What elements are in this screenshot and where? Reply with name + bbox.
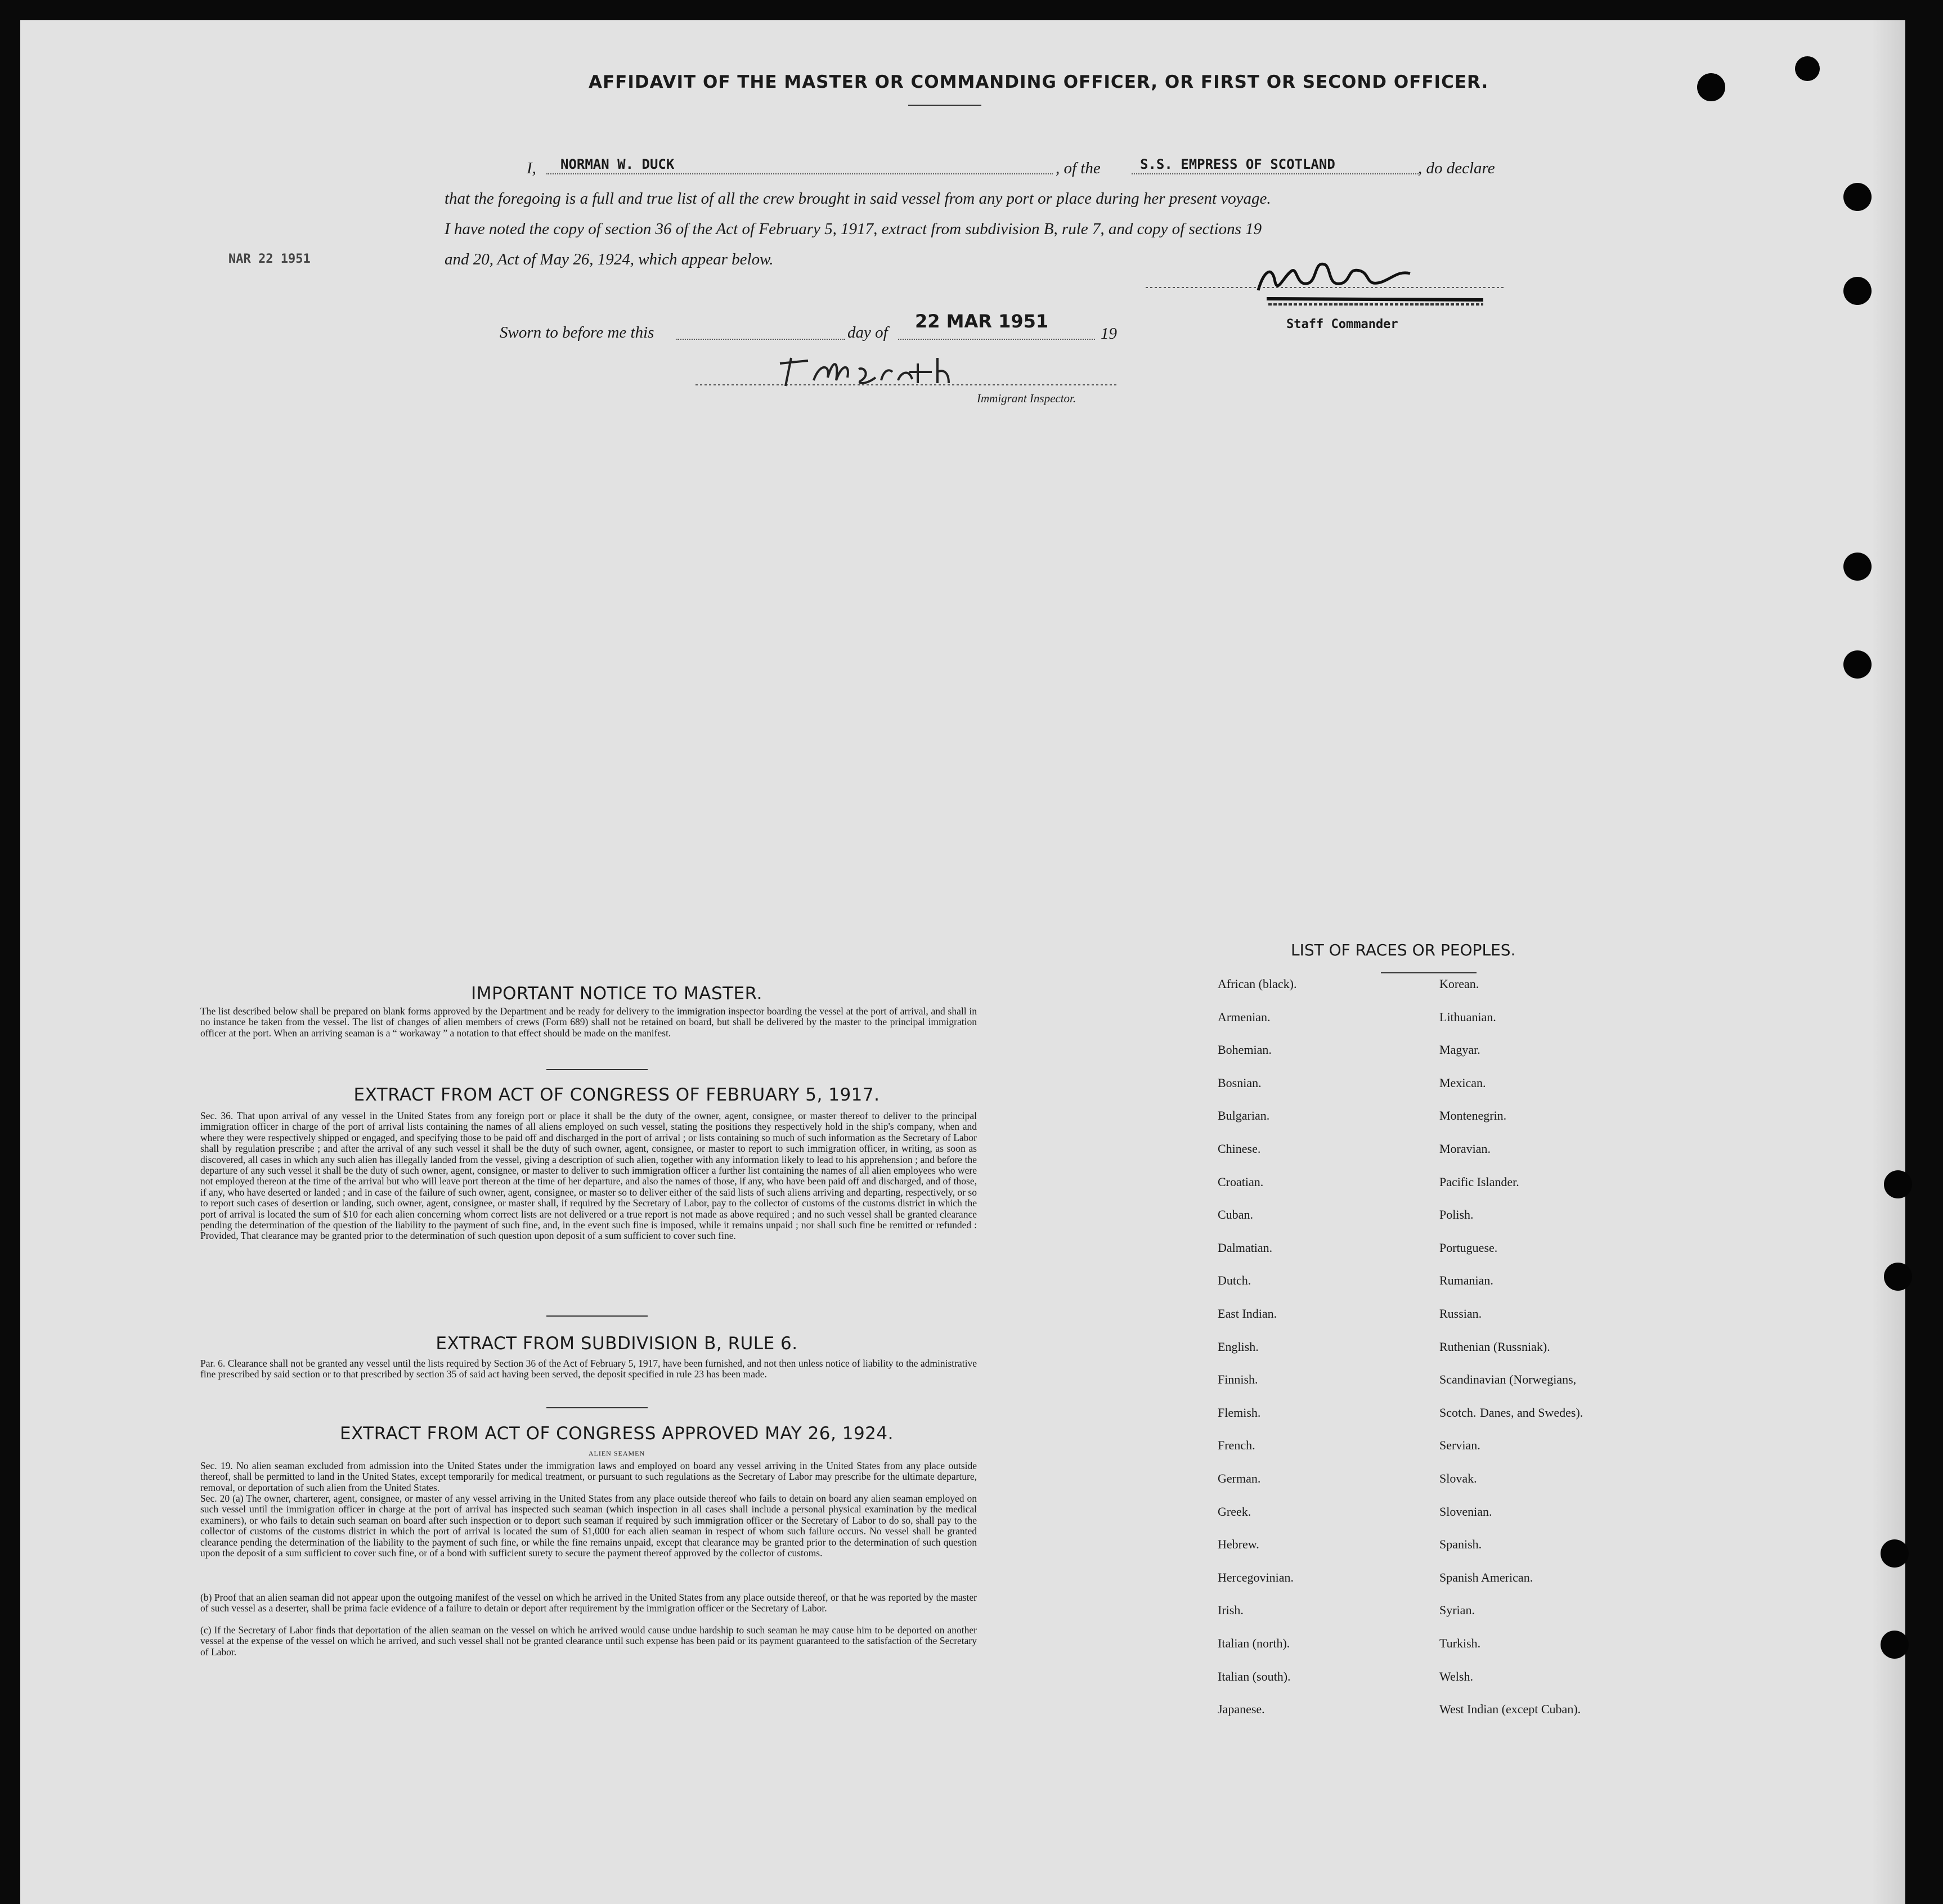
date-underline [898,339,1095,340]
race-item: Flemish. [1218,1405,1261,1420]
race-item: Syrian. [1439,1603,1475,1618]
affidavit-line-2: that the foregoing is a full and true list of all the crew brought in said vessel from any port or place during her present voyage. [445,190,1271,208]
notice-divider [546,1069,648,1070]
extract-1924-subtitle: ALIEN SEAMEN [588,1449,645,1457]
race-item: Welsh. [1439,1669,1473,1683]
officer-name: NORMAN W. DUCK [560,156,675,172]
race-item: Mexican. [1439,1075,1486,1090]
race-item: Chinese. [1218,1142,1261,1156]
vessel-name: S.S. EMPRESS OF SCOTLAND [1140,156,1335,172]
notice-text: The list described below shall be prepared on blank forms approved by the Department and be ready for delivery to the immigration inspector boarding the vessel at the port of arrival, and shall in no instance be taken from the vessel. The list of changes of alien members of crews (Form 689) shall not be retained on board, but shall be delivered by the master to the principal immigration officer at the port. When an arriving seaman is a “ workaway ” a notation to that effect should be made on the manifest. [200,1005,977,1039]
day-of-label: day of [847,324,888,342]
affidavit-title: AFFIDAVIT OF THE MASTER OR COMMANDING OFFICER, OR FIRST OR SECOND OFFICER. [589,72,1489,92]
races-title: LIST OF RACES OR PEOPLES. [1291,941,1516,959]
race-item: Bohemian. [1218,1043,1272,1057]
race-item: Slovak. [1439,1471,1477,1485]
extract-1924-sec20c: (c) If the Secretary of Labor finds that deportation of the alien seaman on the vessel on which he arrived would cause undue hardship to such seaman he may cause him to be deported on another vessel at the expense of the vessel on which he arrived, and such vessel shall not be granted clearance until such expense has been paid or its payment guaranteed to the satisfaction of the Secretary of Labor. [200,1624,977,1658]
binder-hole [1843,277,1872,305]
do-declare-label: , do declare [1418,159,1495,177]
race-item: Moravian. [1439,1142,1491,1156]
race-item: Ruthenian (Russniak). [1439,1339,1550,1354]
race-item: Hercegovinian. [1218,1570,1294,1584]
inspector-title: Immigrant Inspector. [977,392,1076,405]
race-item: Dalmatian. [1218,1240,1273,1255]
binder-hole [1884,1170,1912,1198]
margin-stamp: NAR 22 1951 [228,252,311,266]
race-item: Armenian. [1218,1009,1271,1024]
race-item: Japanese. [1218,1702,1265,1717]
rule6-divider [546,1407,648,1408]
sworn-underline [676,339,845,340]
title-rule [908,105,981,106]
document-sheet [20,20,1905,1904]
binder-hole [1697,73,1725,101]
race-item: Russian. [1439,1306,1482,1321]
race-item: Spanish. [1439,1537,1482,1552]
binder-hole [1881,1631,1909,1659]
race-item: Scotch. [1439,1405,1477,1420]
extract-1917-text: Sec. 36. That upon arrival of any vessel in the United States from any foreign port or place it shall be the duty of the owner, agent, consignee, or master thereof to deliver to the principal immigration officer in charge of the port of arrival lists containing the names of all aliens employed on such vessel, stating the positions they respectively hold in the ship's company, when and where they were respectively shipped or engaged, and specifying those to be paid off and discharged in the port of arrival ; or lists containing so much of such information as the Secretary of Labor shall by regulation prescribe ; and after the arrival of any such vessel it shall be the duty of such owner, agent, consignee, or master to report to such immigration officer, in writing, as soon as discovered, all cases in which any such alien has illegally landed from the vessel, giving a description of such alien, together with any information likely to lead to his apprehension ; and before the departure of any such vessel it shall be the duty of such owner, agent, consignee, or master to deliver to such immigration officer a further list containing the names of all alien employees who were not employed thereon at the time of the arrival but who will leave port thereon at the time of her departure, and also the names of those, if any, who have been paid off and discharged, and of those, if any, who have deserted or landed ; and in case of the failure of such owner, agent, consignee, or master so to deliver either of the said lists of such aliens arriving and departing, respectively, or so to report such cases of desertion or landing, such owner, agent, consignee, or master shall, if required by the Secretary of Labor, pay to the collector of customs of the customs district in which the port of arrival is located the sum of $10 for each alien concerning whom correct lists are not delivered or a true report is not made as above required ; and no such vessel shall be granted clearance pending the determination of the question of the liability to the payment of such fine, and, in the event such fine is imposed, while it remains unpaid ; nor shall such fine be remitted or refunded : Provided, That clearance may be granted prior to the determination of such question upon deposit of a sum sufficient to cover such fine. [200,1110,977,1242]
binder-hole [1843,183,1872,211]
race-item: Spanish American. [1439,1570,1533,1584]
race-item: Korean. [1439,977,1479,991]
binder-hole [1843,553,1872,581]
name-underline [546,173,1053,174]
race-item: French. [1218,1438,1255,1453]
binder-hole [1795,56,1820,81]
notice-title: IMPORTANT NOTICE TO MASTER. [471,984,762,1004]
year-suffix: 19 [1101,325,1117,343]
vessel-underline [1132,173,1419,174]
binder-hole [1843,650,1872,679]
race-item: Magyar. [1439,1043,1480,1057]
affidavit-line-4: and 20, Act of May 26, 1924, which appear below. [445,250,774,268]
race-item: Croatian. [1218,1174,1264,1189]
affidavit-line-3: I have noted the copy of section 36 of the Act of February 5, 1917, extract from subdivision B, rule 7, and copy of sections 19 [445,220,1262,238]
binder-hole [1884,1263,1912,1291]
race-item: Servian. [1439,1438,1480,1453]
extract-1924-title: EXTRACT FROM ACT OF CONGRESS APPROVED MAY 26, 1924. [340,1423,894,1444]
race-item: Portuguese. [1439,1240,1498,1255]
race-item: Bulgarian. [1218,1108,1270,1123]
race-item: Scandinavian (Norwegians, [1439,1372,1577,1387]
race-item: Greek. [1218,1504,1251,1519]
of-the-label: , of the [1056,159,1101,177]
race-item: Bosnian. [1218,1075,1262,1090]
sheet-edge-shadow [1872,20,1905,1904]
race-item: Cuban. [1218,1207,1253,1222]
extract-1924-sec20a: Sec. 20 (a) The owner, charterer, agent, consignee, or master of any vessel arriving in the United States from any place outside thereof who fails to detain on board any alien seaman employed on such vessel until the immigration officer in charge at the port of arrival has inspected such seaman (which inspection in all cases shall include a personal physical examination by the medical examiners), or who fails to detain such seaman on board after such inspection or to deport such seaman if required by such immigration officer or the Secretary of Labor to do so, shall pay to the collector of customs of the customs district in which the port of arrival is located the sum of $1,000 for each alien seaman in respect of whom such failure occurs. No vessel shall be granted clearance pending the determination of the liability to the payment of such fine, or while the fine remains unpaid, except that clearance may be granted prior to the determination of such question upon the deposit of a sum sufficient to cover such fine, or of a bond with sufficient surety to secure the payment thereof approved by the collector of customs. [200,1493,977,1559]
extract-1917-divider [546,1315,648,1317]
officer-signature [1146,248,1506,310]
inspector-signature [695,347,1123,392]
race-item: Irish. [1218,1603,1244,1618]
race-item: Rumanian. [1439,1273,1493,1288]
rule6-text: Par. 6. Clearance shall not be granted any vessel until the lists required by Section 36 of the Act of February 5, 1917, have been furnished, and not then unless notice of liability to the administrative fine prescribed by said section or to that prescribed by section 35 of said act having been served, the deposit specified in rule 23 has been made. [200,1358,977,1380]
race-item: West Indian (except Cuban). [1439,1702,1581,1717]
date-stamp: 22 MAR 1951 [915,311,1049,332]
race-item: Italian (north). [1218,1636,1290,1650]
race-item: Pacific Islander. [1439,1174,1519,1189]
officer-title: Staff Commander [1286,317,1398,331]
extract-1917-title: EXTRACT FROM ACT OF CONGRESS OF FEBRUARY 5, 1917. [353,1085,880,1105]
sworn-label: Sworn to before me this [500,324,654,342]
race-scandinavian-continuation: Danes, and Swedes). [1480,1405,1583,1420]
binder-hole [1881,1539,1909,1568]
races-divider [1381,972,1477,973]
race-item: Turkish. [1439,1636,1481,1650]
race-item: German. [1218,1471,1261,1485]
race-item: East Indian. [1218,1306,1277,1321]
race-item: Hebrew. [1218,1537,1259,1552]
race-item: Lithuanian. [1439,1009,1496,1024]
race-item: Italian (south). [1218,1669,1291,1683]
race-item: African (black). [1218,977,1297,991]
race-item: Montenegrin. [1439,1108,1507,1123]
i-label: I, [527,159,536,177]
race-item: English. [1218,1339,1259,1354]
race-item: Finnish. [1218,1372,1258,1387]
extract-1924-sec20b: (b) Proof that an alien seaman did not appear upon the outgoing manifest of the vessel on which he arrived in the United States from any place outside thereof, or that he was reported by the master of such vessel as a deserter, shall be prima facie evidence of a failure to detain or deport after requirement by the immigration officer or the Secretary of Labor. [200,1592,977,1614]
race-item: Slovenian. [1439,1504,1492,1519]
rule6-title: EXTRACT FROM SUBDIVISION B, RULE 6. [436,1333,798,1354]
race-item: Polish. [1439,1207,1474,1222]
extract-1924-sec19: Sec. 19. No alien seaman excluded from admission into the United States under the immigration laws and employed on board any vessel arriving in the United States from any place outside thereof, shall be permitted to land in the United States, except temporarily for medical treatment, or pursuant to such regulations as the Secretary of Labor may prescribe for the ultimate departure, removal, or deportation of such alien from the United States. [200,1460,977,1493]
race-item: Dutch. [1218,1273,1251,1288]
